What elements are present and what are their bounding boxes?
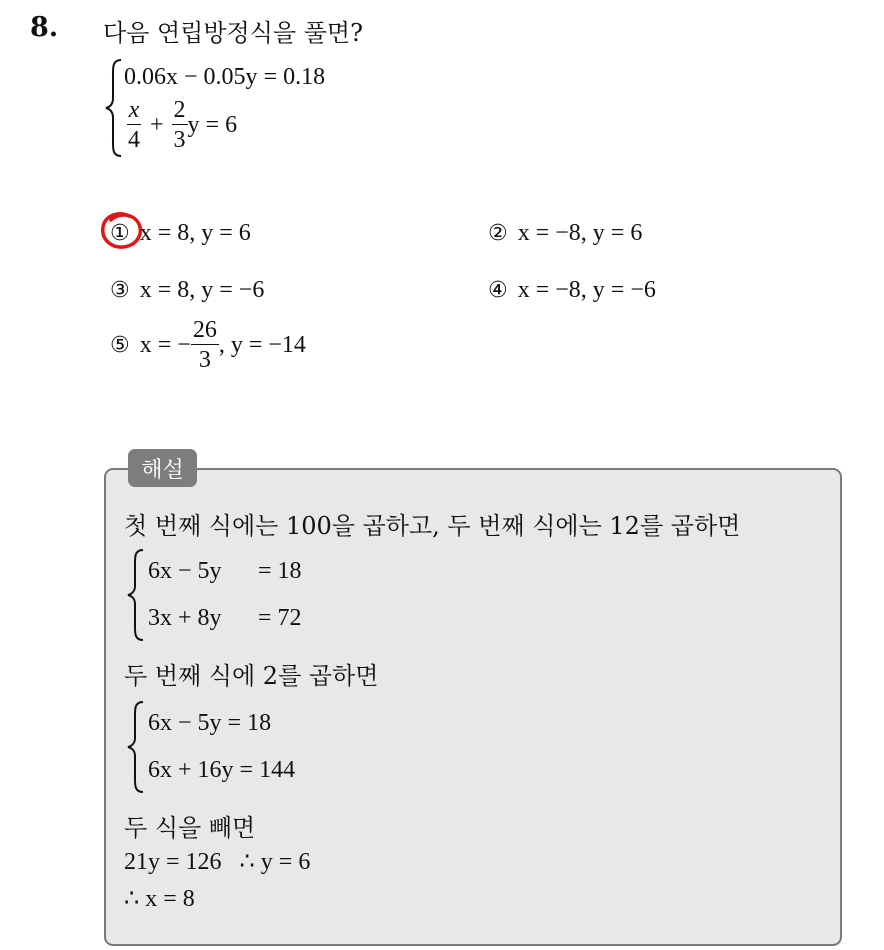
system-brace (126, 700, 146, 794)
equation-1: 0.06x − 0.05y = 0.18 (124, 64, 326, 90)
solution-line-1: 첫 번째 식에는 100을 곱하고, 두 번째 식에는 12를 곱하면 (124, 512, 741, 540)
choice-4[interactable]: ④ x = −8, y = −6 (488, 277, 656, 303)
solution-system-1 (126, 548, 386, 644)
system-brace (126, 548, 146, 642)
fraction-26-over-3: $\frac{26}{3}$ (192, 317, 217, 373)
question-system (104, 58, 404, 162)
system-brace (104, 58, 124, 158)
choice-3[interactable]: ③ x = 8, y = −6 (110, 277, 265, 303)
equation-2: $\frac{x}{4}$ + $\frac{2}{3}$ y = 6 (128, 97, 238, 153)
question-prompt: 다음 연립방정식을 풀면? (103, 19, 363, 47)
solution-line-3: 두 식을 빼면 (124, 814, 256, 842)
sys1-eq-a-right: = 18 (258, 558, 302, 584)
choice-1[interactable]: ① x = 8, y = 6 (110, 220, 251, 246)
fraction-x-over-4: $\frac{x}{4}$ (128, 97, 140, 153)
solution-line-5: ∴ x = 8 (124, 886, 195, 912)
solution-line-4: 21y = 126 ∴ y = 6 (124, 849, 311, 875)
fraction-2-over-3: $\frac{2}{3}$ (173, 97, 186, 153)
sys1-eq-b-right: = 72 (258, 605, 302, 631)
solution-tag: 해설 (128, 449, 197, 487)
sys1-eq-b-left: 3x + 8y (148, 605, 222, 631)
choice-5[interactable]: ⑤ x = − $\frac{26}{3}$ , y = −14 (110, 317, 306, 373)
sys2-eq-a: 6x − 5y = 18 (148, 710, 272, 736)
solution-line-2: 두 번째 식에 2를 곱하면 (124, 662, 379, 690)
question-number: 8. (30, 12, 59, 43)
sys1-eq-a-left: 6x − 5y (148, 558, 222, 584)
sys2-eq-b: 6x + 16y = 144 (148, 757, 296, 783)
solution-system-2 (126, 700, 386, 796)
choice-2[interactable]: ② x = −8, y = 6 (488, 220, 643, 246)
